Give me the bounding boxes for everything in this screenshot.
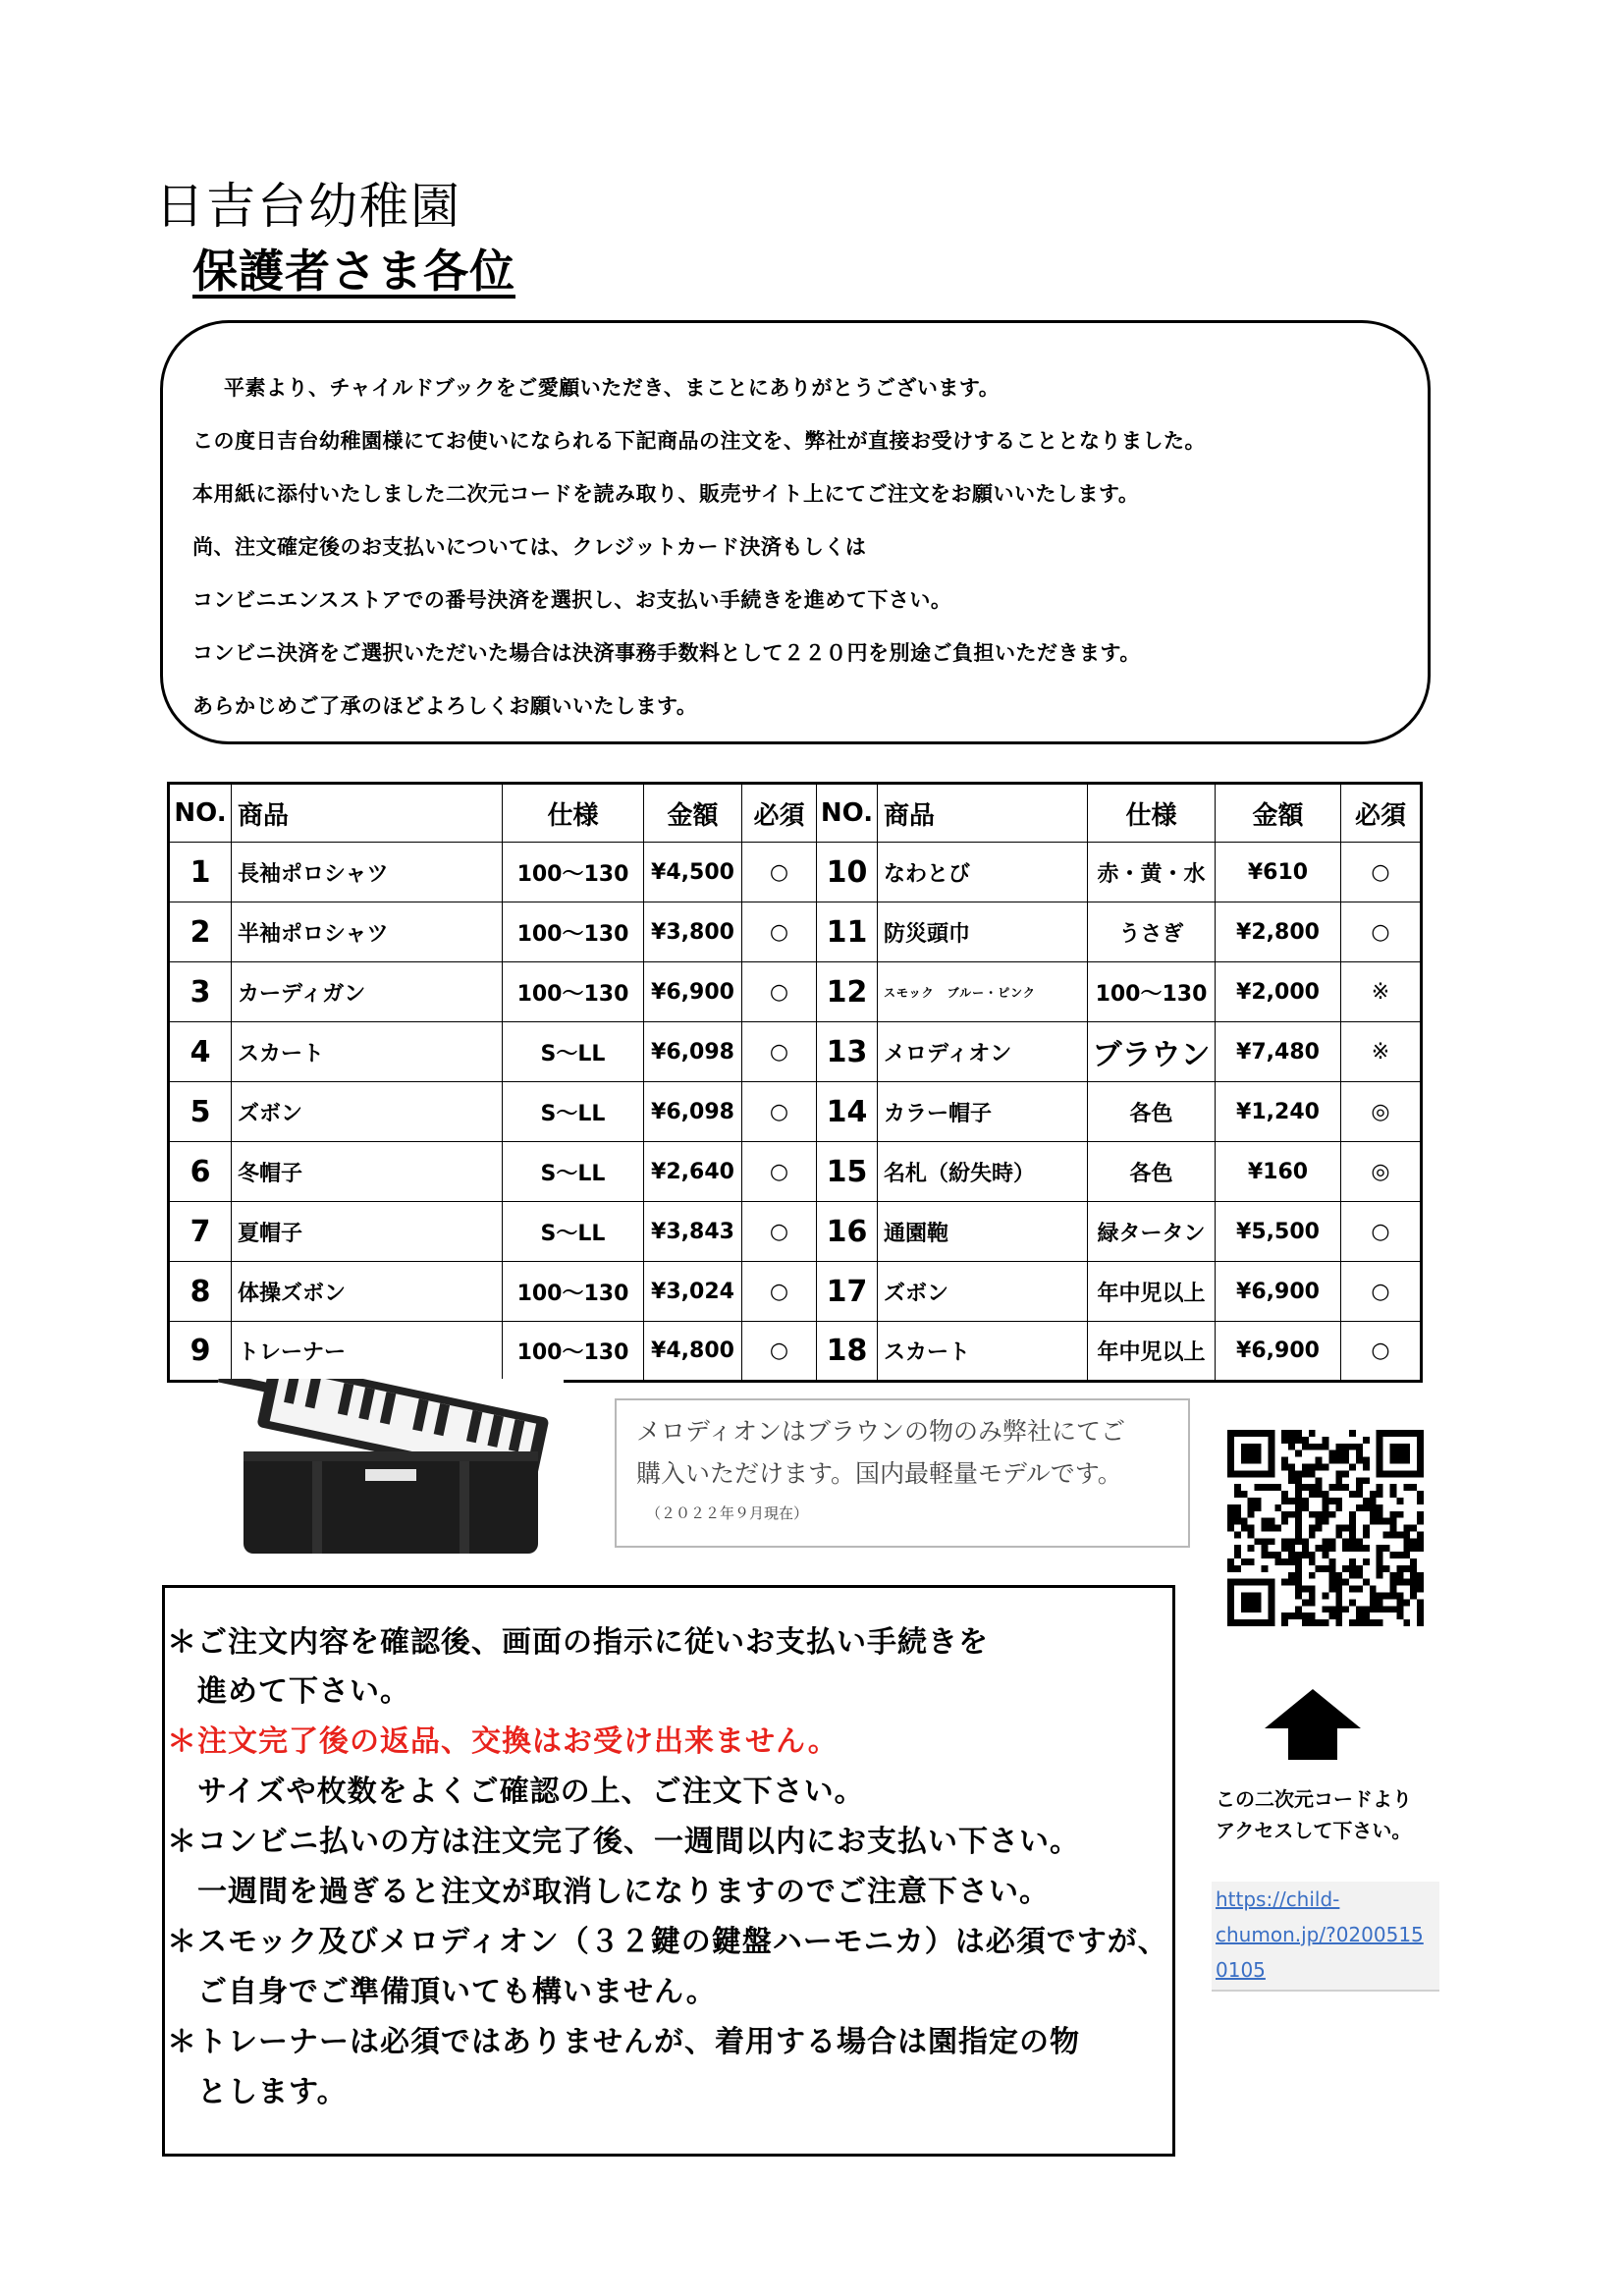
product-table [167, 782, 1423, 1383]
cell-required: ○ [742, 902, 817, 962]
cell-price: ¥4,800 [644, 1322, 742, 1382]
header-spec: 仕様 [1088, 784, 1216, 843]
table-row [169, 902, 1422, 962]
cell-spec: 100～130 [503, 1262, 644, 1322]
page-title: 保護者さま各位 [192, 245, 515, 298]
cell-name: スモック ブルー・ピンク [878, 962, 1088, 1022]
cell-no: 11 [817, 902, 878, 962]
cell-spec: 100～130 [503, 1322, 644, 1382]
cell-no: 6 [169, 1142, 232, 1202]
cell-price: ¥2,800 [1216, 902, 1341, 962]
cell-required: ○ [742, 843, 817, 902]
cell-no: 7 [169, 1202, 232, 1262]
cell-name: 体操ズボン [232, 1262, 503, 1322]
qr-caption-line: アクセスして下さい。 [1216, 1819, 1412, 1842]
table-row [169, 1322, 1422, 1382]
cell-name: スカート [232, 1022, 503, 1082]
cell-name: 半袖ポロシャツ [232, 902, 503, 962]
cell-spec: 100～130 [503, 962, 644, 1022]
cell-required: ○ [742, 1262, 817, 1322]
cell-required: ○ [742, 1322, 817, 1382]
cell-spec: 緑タータン [1088, 1202, 1216, 1262]
cell-spec: S～LL [503, 1022, 644, 1082]
cell-no: 13 [817, 1022, 878, 1082]
cell-spec: ブラウン [1088, 1022, 1216, 1082]
cell-no: 17 [817, 1262, 878, 1322]
cell-price: ¥5,500 [1216, 1202, 1341, 1262]
header-name: 商品 [878, 784, 1088, 843]
notice-line: この度日吉台幼稚園様にてお使いになられる下記商品の注文を、弊社が直接お受けすることとなりました。 [192, 429, 1206, 453]
cell-required: ○ [1341, 902, 1422, 962]
cell-no: 16 [817, 1202, 878, 1262]
table-row [169, 1202, 1422, 1262]
cell-required: ※ [1341, 1022, 1422, 1082]
cell-no: 15 [817, 1142, 878, 1202]
header-price: 金額 [644, 784, 742, 843]
table-row [169, 962, 1422, 1022]
cell-price: ¥6,098 [644, 1082, 742, 1142]
cell-name: 夏帽子 [232, 1202, 503, 1262]
cell-required: ○ [1341, 1202, 1422, 1262]
cell-no: 1 [169, 843, 232, 902]
cell-no: 12 [817, 962, 878, 1022]
notice-line: 本用紙に添付いたしました二次元コードを読み取り、販売サイト上にてご注文をお願いいたします。 [192, 482, 1140, 506]
cell-no: 18 [817, 1322, 878, 1382]
cell-price: ¥4,500 [644, 843, 742, 902]
header-price: 金額 [1216, 784, 1341, 843]
header-spec: 仕様 [503, 784, 644, 843]
notice-line: あらかじめご了承のほどよろしくお願いいたします。 [192, 694, 698, 718]
cell-price: ¥1,240 [1216, 1082, 1341, 1142]
qr-caption [1216, 1783, 1412, 1846]
terms-line: 進めて下さい。 [167, 1674, 410, 1709]
cell-price: ¥3,800 [644, 902, 742, 962]
qr-caption-line: この二次元コードより [1216, 1787, 1412, 1811]
cell-name: 通園鞄 [878, 1202, 1088, 1262]
cell-name: カーディガン [232, 962, 503, 1022]
cell-price: ¥6,900 [1216, 1322, 1341, 1382]
cell-required: ○ [742, 1202, 817, 1262]
melodion-note-date: （２０２２年９月現在） [646, 1504, 809, 1522]
melodion-image [218, 1379, 564, 1560]
cell-spec: 赤・黄・水 [1088, 843, 1216, 902]
cell-spec: 年中児以上 [1088, 1322, 1216, 1382]
cell-price: ¥6,900 [644, 962, 742, 1022]
cell-name: トレーナー [232, 1322, 503, 1382]
terms-line: 一週間を過ぎると注文が取消しになりますのでご注意下さい。 [167, 1875, 1050, 1909]
cell-required: ○ [1341, 843, 1422, 902]
cell-price: ¥2,000 [1216, 962, 1341, 1022]
header-no: NO. [817, 784, 878, 843]
cell-price: ¥6,900 [1216, 1262, 1341, 1322]
table-row [169, 1022, 1422, 1082]
order-link-text[interactable]: https://child- [1216, 1887, 1340, 1911]
cell-no: 4 [169, 1022, 232, 1082]
cell-price: ¥6,098 [644, 1022, 742, 1082]
header-no: NO. [169, 784, 232, 843]
cell-no: 5 [169, 1082, 232, 1142]
cell-required: ○ [742, 962, 817, 1022]
arrow-up-icon [1265, 1689, 1361, 1760]
cell-no: 9 [169, 1322, 232, 1382]
cell-spec: うさぎ [1088, 902, 1216, 962]
order-link-text[interactable]: 0105 [1216, 1958, 1266, 1982]
cell-required: ○ [742, 1022, 817, 1082]
cell-spec: 各色 [1088, 1082, 1216, 1142]
cell-required: ※ [1341, 962, 1422, 1022]
terms-line: ＊トレーナーは必須ではありませんが、着用する場合は園指定の物 [167, 2025, 1080, 2059]
terms-line: ご自身でご準備頂いても構いません。 [167, 1975, 717, 2009]
cell-required: ◎ [1341, 1082, 1422, 1142]
cell-name: ズボン [878, 1262, 1088, 1322]
cell-no: 2 [169, 902, 232, 962]
notice-line: 尚、注文確定後のお支払いについては、クレジットカード決済もしくは [192, 535, 867, 559]
table-row [169, 843, 1422, 902]
order-link[interactable] [1212, 1882, 1439, 1992]
table-header-row [169, 784, 1422, 843]
school-name: 日吉台幼稚園 [155, 178, 461, 235]
notice-box [160, 320, 1431, 744]
terms-line-warning: ＊注文完了後の返品、交換はお受け出来ません。 [167, 1724, 839, 1759]
cell-name: 防災頭巾 [878, 902, 1088, 962]
terms-box [162, 1585, 1175, 2157]
cell-no: 8 [169, 1262, 232, 1322]
table-row [169, 1082, 1422, 1142]
terms-line: ＊コンビニ払いの方は注文完了後、一週間以内にお支払い下さい。 [167, 1825, 1080, 1859]
notice-line: 平素より、チャイルドブックをご愛顧いただき、まことにありがとうございます。 [224, 376, 1001, 400]
cell-spec: S～LL [503, 1202, 644, 1262]
cell-price: ¥610 [1216, 843, 1341, 902]
cell-price: ¥3,024 [644, 1262, 742, 1322]
header-name: 商品 [232, 784, 503, 843]
cell-spec: 100～130 [1088, 962, 1216, 1022]
cell-spec: 100～130 [503, 843, 644, 902]
cell-name: スカート [878, 1322, 1088, 1382]
notice-line: コンビニエンスストアでの番号決済を選択し、お支払い手続きを進めて下さい。 [192, 588, 952, 612]
cell-spec: S～LL [503, 1082, 644, 1142]
cell-name: ズボン [232, 1082, 503, 1142]
cell-spec: 100～130 [503, 902, 644, 962]
cell-no: 10 [817, 843, 878, 902]
table-row [169, 1142, 1422, 1202]
header-required: 必須 [1341, 784, 1422, 843]
cell-required: ○ [1341, 1262, 1422, 1322]
notice-line: コンビニ決済をご選択いただいた場合は決済事務手数料として２２０円を別途ご負担いただきます。 [192, 641, 1141, 665]
cell-name: 長袖ポロシャツ [232, 843, 503, 902]
terms-line: ＊スモック及びメロディオン（３２鍵の鍵盤ハーモニカ）は必須ですが、 [167, 1925, 1168, 1959]
melodion-note-line: メロディオンはブラウンの物のみ弊社にてご [636, 1417, 1126, 1446]
cell-no: 3 [169, 962, 232, 1022]
cell-required: ○ [742, 1082, 817, 1142]
cell-no: 14 [817, 1082, 878, 1142]
cell-price: ¥3,843 [644, 1202, 742, 1262]
cell-required: ◎ [1341, 1142, 1422, 1202]
cell-name: なわとび [878, 843, 1088, 902]
cell-price: ¥2,640 [644, 1142, 742, 1202]
melodion-note-line: 購入いただけます。国内最軽量モデルです。 [636, 1459, 1122, 1488]
cell-required: ○ [1341, 1322, 1422, 1382]
header-required: 必須 [742, 784, 817, 843]
cell-name: カラー帽子 [878, 1082, 1088, 1142]
melodion-note [615, 1398, 1190, 1548]
cell-price: ¥160 [1216, 1142, 1341, 1202]
table-row [169, 1262, 1422, 1322]
cell-name: 冬帽子 [232, 1142, 503, 1202]
cell-required: ○ [742, 1142, 817, 1202]
terms-line: サイズや枚数をよくご確認の上、ご注文下さい。 [167, 1775, 865, 1809]
cell-spec: 各色 [1088, 1142, 1216, 1202]
qr-code[interactable] [1227, 1430, 1424, 1626]
cell-name: 名札（紛失時） [878, 1142, 1088, 1202]
terms-line: ＊ご注文内容を確認後、画面の指示に従いお支払い手続きを [167, 1625, 989, 1660]
terms-line: とします。 [167, 2075, 348, 2109]
cell-name: メロディオン [878, 1022, 1088, 1082]
cell-price: ¥7,480 [1216, 1022, 1341, 1082]
order-link-text[interactable]: chumon.jp/?0200515 [1216, 1923, 1424, 1946]
cell-spec: 年中児以上 [1088, 1262, 1216, 1322]
cell-spec: S～LL [503, 1142, 644, 1202]
